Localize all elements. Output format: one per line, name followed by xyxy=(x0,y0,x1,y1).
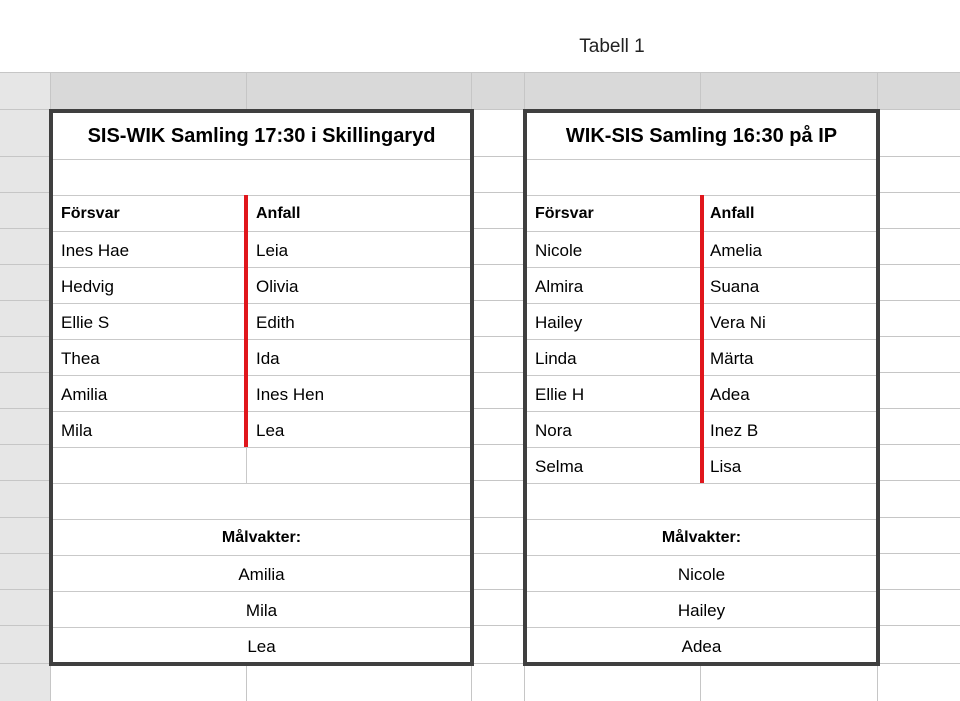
player-cell: Hedvig xyxy=(61,277,114,296)
player-cell: Adea xyxy=(710,385,750,404)
player-cell: Ellie H xyxy=(535,385,585,404)
player-cell: Edith xyxy=(256,313,295,332)
player-cell: Almira xyxy=(535,277,584,296)
column-divider xyxy=(700,195,704,483)
player-cell: Ida xyxy=(256,349,280,368)
player-cell: Lisa xyxy=(710,457,742,476)
player-cell: Leia xyxy=(256,241,289,260)
goalkeepers-label: Målvakter: xyxy=(661,529,742,546)
player-cell: Amelia xyxy=(710,241,762,260)
player-cell: Olivia xyxy=(256,277,299,296)
player-cell: Ines Hen xyxy=(256,385,325,404)
player-cell: Linda xyxy=(535,349,577,368)
row-header-band xyxy=(0,72,50,701)
player-cell: Ellie S xyxy=(61,313,110,332)
goalkeeper-cell: Amilia xyxy=(238,565,285,584)
player-cell: Thea xyxy=(61,349,100,368)
player-cell: Inez B xyxy=(710,421,759,440)
player-cell: Vera Ni xyxy=(710,313,766,332)
goalkeeper-cell: Lea xyxy=(247,637,276,656)
goalkeepers-label: Målvakter: xyxy=(221,529,302,546)
table-right xyxy=(523,109,880,666)
column-header-forsvar: Försvar xyxy=(535,205,594,222)
player-cell: Märta xyxy=(710,349,754,368)
player-cell: Ines Hae xyxy=(61,241,130,260)
table-left-title: SIS-WIK Samling 17:30 i Skillingaryd xyxy=(87,125,436,147)
player-cell: Nicole xyxy=(535,241,583,260)
column-divider xyxy=(244,195,248,447)
player-cell: Amilia xyxy=(61,385,108,404)
table-left xyxy=(49,109,474,666)
player-cell: Hailey xyxy=(535,313,583,332)
column-header-forsvar: Försvar xyxy=(61,205,120,222)
player-cell: Lea xyxy=(256,421,285,440)
column-header-anfall: Anfall xyxy=(256,205,301,222)
goalkeeper-cell: Hailey xyxy=(677,601,726,620)
sheet-title: Tabell 1 xyxy=(579,36,645,57)
goalkeeper-cell: Adea xyxy=(681,637,722,656)
player-cell: Selma xyxy=(535,457,584,476)
column-header-band xyxy=(0,72,960,109)
table-right-title: WIK-SIS Samling 16:30 på IP xyxy=(565,125,838,147)
column-header-anfall: Anfall xyxy=(710,205,755,222)
player-cell: Nora xyxy=(535,421,572,440)
player-cell: Mila xyxy=(61,421,93,440)
goalkeeper-cell: Nicole xyxy=(677,565,726,584)
player-cell: Suana xyxy=(710,277,760,296)
goalkeeper-cell: Mila xyxy=(245,601,278,620)
